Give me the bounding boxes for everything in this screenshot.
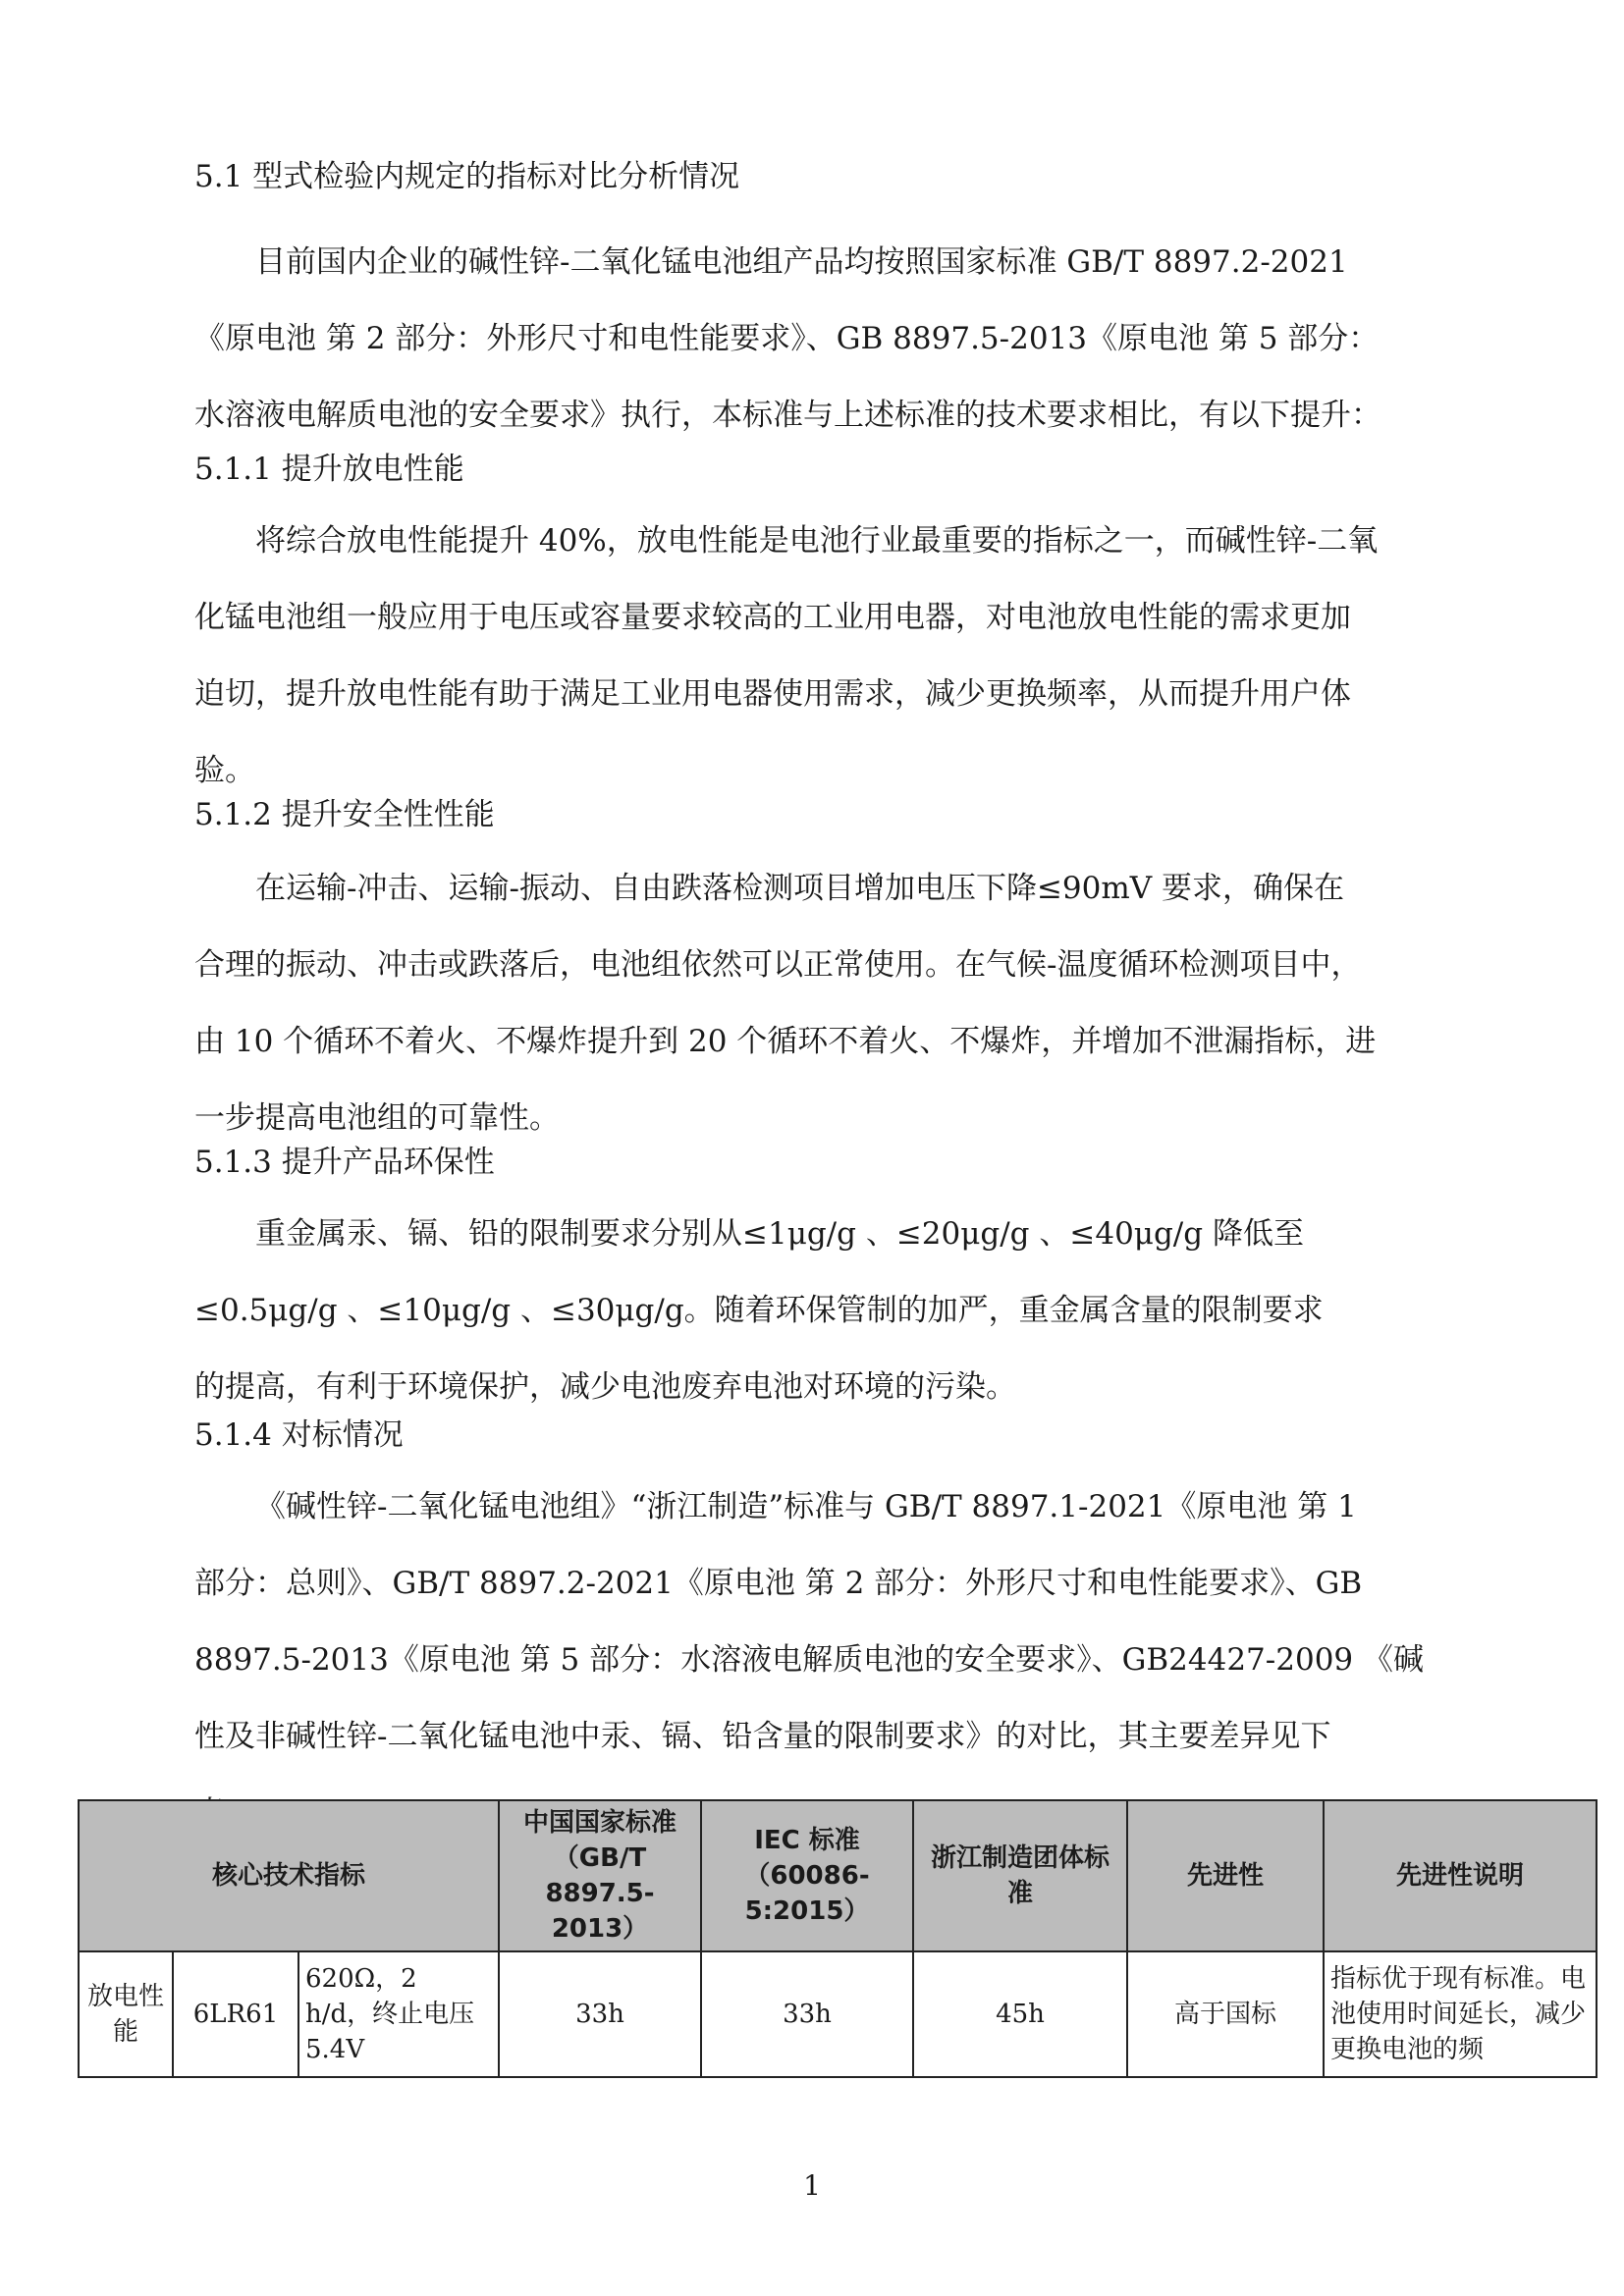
cell-advancement-desc: 指标优于现有标准。电池使用时间延长，减少更换电池的频: [1324, 1951, 1597, 2077]
table-row: [79, 1951, 1597, 2077]
intro-line: 水溶液电解质电池的安全要求》执行，本标准与上述标准的技术要求相比，有以下提升：: [194, 398, 1381, 433]
header-advancement: 先进性: [1127, 1800, 1324, 1951]
intro-line: 目前国内企业的碱性锌-二氧化锰电池组产品均按照国家标准 GB/T 8897.2-2021: [255, 244, 1348, 280]
cell-model: 6LR61: [173, 1951, 298, 2077]
paragraph-line: 在运输-冲击、运输-振动、自由跌落检测项目增加电压下降≤90mV 要求，确保在: [255, 871, 1345, 906]
paragraph-line: 由 10 个循环不着火、不爆炸提升到 20 个循环不着火、不爆炸，并增加不泄漏指标，进: [194, 1024, 1377, 1059]
table-header-row: [79, 1800, 1597, 1951]
paragraph-5-1-4: [194, 1468, 1439, 1851]
header-zhejiang-standard: 浙江制造团体标准: [913, 1800, 1127, 1951]
comparison-table: [78, 1799, 1597, 2078]
paragraph-line: 迫切，提升放电性能有助于满足工业用电器使用需求，减少更换频率，从而提升用户体: [194, 676, 1351, 712]
paragraph-line: 将综合放电性能提升 40%，放电性能是电池行业最重要的指标之一，而碱性锌-二氧: [255, 523, 1379, 559]
page-number: 1: [803, 2169, 821, 2202]
section-heading-5-1-4: 5.1.4 对标情况: [194, 1417, 404, 1453]
cell-advancement: 高于国标: [1127, 1951, 1324, 2077]
paragraph-line: 性及非碱性锌-二氧化锰电池中汞、镉、铅含量的限制要求》的对比，其主要差异见下: [194, 1719, 1331, 1754]
header-national-standard: 中国国家标准（GB/T 8897.5-2013）: [499, 1800, 701, 1951]
header-core-indicator: 核心技术指标: [79, 1800, 499, 1951]
paragraph-line: 《碱性锌-二氧化锰电池组》“浙江制造”标准与 GB/T 8897.1-2021《原电池 第 1: [255, 1489, 1357, 1524]
section-heading-5-1-1: 5.1.1 提升放电性能: [194, 452, 464, 487]
section-heading-5-1-2: 5.1.2 提升安全性性能: [194, 797, 495, 832]
header-iec-standard: IEC 标准（60086-5:2015）: [701, 1800, 913, 1951]
paragraph-line: 部分：总则》、GB/T 8897.2-2021《原电池 第 2 部分：外形尺寸和电性能要求》、GB: [194, 1566, 1363, 1601]
section-heading-5-1-3: 5.1.3 提升产品环保性: [194, 1145, 495, 1180]
cell-zhejiang-value: 45h: [913, 1951, 1127, 2077]
paragraph-line: 化锰电池组一般应用于电压或容量要求较高的工业用电器，对电池放电性能的需求更加: [194, 600, 1351, 635]
intro-paragraph: [194, 224, 1439, 454]
paragraph-5-1-2: [194, 850, 1439, 1156]
paragraph-line: 8897.5-2013《原电池 第 5 部分：水溶液电解质电池的安全要求》、GB24427-2009 《碱: [194, 1642, 1425, 1678]
paragraph-line: ≤0.5μg/g 、≤10μg/g 、≤30μg/g。随着环保管制的加严，重金属含量的限制要求: [194, 1293, 1324, 1328]
cell-national-value: 33h: [499, 1951, 701, 2077]
cell-category: 放电性能: [79, 1951, 173, 2077]
paragraph-5-1-1: [194, 503, 1439, 809]
paragraph-line: 合理的振动、冲击或跌落后，电池组依然可以正常使用。在气候-温度循环检测项目中，: [194, 947, 1362, 983]
header-advancement-desc: 先进性说明: [1324, 1800, 1597, 1951]
paragraph-line: 重金属汞、镉、铅的限制要求分别从≤1μg/g 、≤20μg/g 、≤40μg/g 降低至: [255, 1216, 1304, 1252]
paragraph-line: 的提高，有利于环境保护，减少电池废弃电池对环境的污染。: [194, 1369, 1016, 1405]
intro-line: 《原电池 第 2 部分：外形尺寸和电性能要求》、GB 8897.5-2013《原电池 第 5 部分：: [194, 321, 1380, 356]
paragraph-line: 验。: [194, 753, 255, 788]
paragraph-line: 一步提高电池组的可靠性。: [194, 1100, 560, 1136]
paragraph-5-1-3: [194, 1196, 1439, 1425]
section-heading-5-1: 5.1 型式检验内规定的指标对比分析情况: [194, 159, 740, 194]
cell-iec-value: 33h: [701, 1951, 913, 2077]
cell-condition: 620Ω，2 h/d，终止电压 5.4V: [298, 1951, 499, 2077]
